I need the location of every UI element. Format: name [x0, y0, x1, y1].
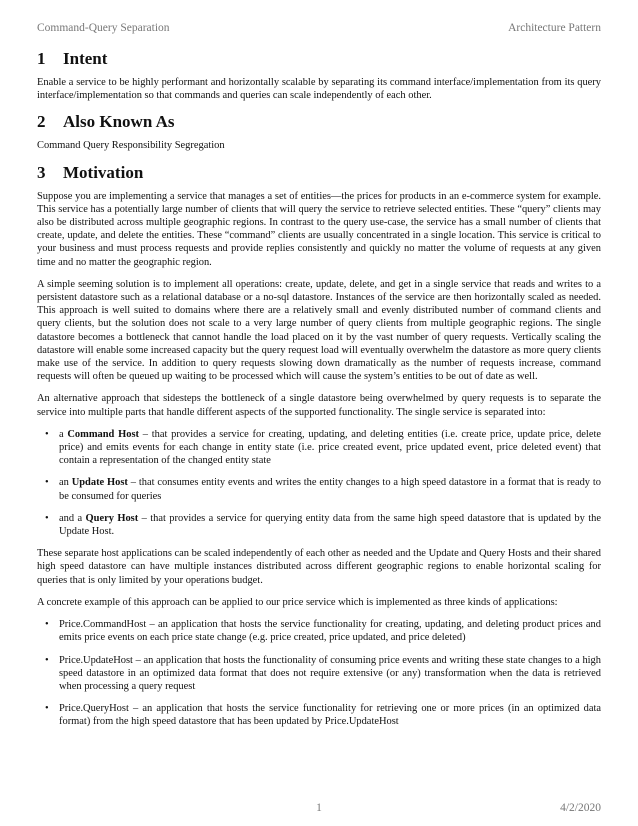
bullet-icon: • [45, 477, 49, 489]
list-item-price-queryhost [45, 702, 601, 728]
section-title: Motivation [63, 162, 144, 182]
footer-date: 4/2/2020 [560, 802, 601, 814]
list-item-text: – that provides a service for creating, updating, and deleting entities (i.e. create price, update price, delete price) and emits events for each change in entity state (i.e. price created event, price updated event, price deleted event) that contain a representation of the changed entity state [59, 428, 601, 467]
term-command-host: Command Host [67, 428, 139, 440]
intent-paragraph: Enable a service to be highly performant and horizontally scalable by separating its command interface/implementation from its query interface/implementation so that commands and queries can scale independently of each other. [37, 77, 601, 102]
motivation-paragraph-4: These separate host applications can be scaled independently of each other as needed and the Update and Query Hosts and their shared high speed datastore can have multiple instances distributed across different geographic regions to enable horizontal scaling for queries that is only limited by your operations budget. [37, 548, 601, 586]
bullet-icon: • [45, 703, 49, 715]
host-list [37, 428, 601, 538]
section-heading-motivation [37, 162, 601, 184]
bullet-icon: • [45, 619, 49, 631]
section-heading-also-known-as [37, 111, 601, 133]
page-number: 1 [316, 802, 322, 814]
list-item-text: Price.QueryHost – an application that hosts the service functionality for retrieving one or more prices (in an optimized data format) from the high speed datastore that has been updated by Price.UpdateHost [59, 703, 601, 728]
motivation-paragraph-3: An alternative approach that sidesteps the bottleneck of a single datastore being overwhelmed by query requests is to separate the service into multiple parts that handle different aspects of the supported functionality. The single service is separated into: [37, 393, 601, 418]
running-footer [37, 802, 601, 816]
motivation-paragraph-2: A simple seeming solution is to implement all operations: create, update, delete, and get in a single service that reads and writes to a persistent datastore such as a relational database or a no-sql datastore. Instances of the service are then horizontally scaled as needed. This approach is well suited to domains where there are a relatively small and evenly distributed number of command clients and query clients, but the solution does not scale to a very large number of query clients from multiple geographic regions. The single datastore becomes a bottleneck that cannot handle the load placed on it by the vast number of query requests. Vertically scaling the datastore will enable some increased capacity but the query request load will eventually overwhelm the datastore as more query clients make use of the service. In addition to query requests slowing down dramatically as the number of requests increase, command requests will often be queued up waiting to be processed which will cause the system’s entities to be out of date as well. [37, 278, 601, 383]
section-heading-intent [37, 48, 601, 70]
section-number: 2 [37, 112, 46, 132]
document-body [37, 48, 601, 738]
list-item-command-host [45, 428, 601, 468]
list-item-query-host [45, 512, 601, 538]
section-number: 3 [37, 162, 46, 182]
motivation-paragraph-5: A concrete example of this approach can be applied to our price service which is implemented as three kinds of applications: [37, 596, 558, 608]
bullet-icon: • [45, 428, 49, 440]
bullet-icon: • [45, 512, 49, 524]
motivation-paragraph-1: Suppose you are implementing a service that manages a set of entities—the prices for products in an e-commerce system for example. This service has a potentially large number of clients that will query the service to retrieve selected entities. These “query” clients may also be distributed across multiple geographic regions. In contrast to the query use-case, the service has a small number of clients that create, update, and delete the entities. These “command” clients are usually concentrated in a single location. This service is critical to your business and must process requests and provide replies consistently and quickly no matter the volume of requests at any given time and no matter the geographic region. [37, 190, 601, 268]
term-query-host: Query Host [85, 512, 139, 524]
running-header [37, 22, 601, 38]
list-item-prefix: an [59, 477, 72, 489]
list-item-prefix: a [59, 428, 68, 440]
price-app-list [37, 618, 601, 728]
list-item-text: – that provides a service for querying entity data from the same high speed datastore that is updated by the Update Host. [59, 512, 601, 538]
list-item-price-updatehost [45, 654, 601, 694]
list-item-price-commandhost [45, 618, 601, 644]
header-doc-title: Command-Query Separation [37, 22, 170, 34]
also-known-as-paragraph: Command Query Responsibility Segregation [37, 140, 225, 152]
list-item-text: – that consumes entity events and writes the entity changes to a high speed datastore in a format that is ready to be consumed for queries [59, 477, 601, 502]
list-item-text: Price.UpdateHost – an application that hosts the functionality of consuming price events and writing these state changes to a high speed datastore in an optimized data format that does not require extensive (or any) transformation when the data is retrieved when processing a query request [59, 654, 601, 692]
section-title: Also Known As [63, 112, 175, 132]
list-item-text: Price.CommandHost – an application that hosts the service functionality for creating, updating, and deleting product prices and emits price events on each price state change (e.g. price created, price updated, and price deleted) [59, 619, 601, 644]
list-item-update-host [45, 476, 601, 502]
section-number: 1 [37, 49, 46, 68]
bullet-icon: • [45, 654, 49, 666]
list-item-prefix: and a [59, 512, 86, 524]
header-doc-category: Architecture Pattern [508, 22, 601, 34]
section-title: Intent [63, 49, 108, 68]
term-update-host: Update Host [71, 477, 128, 489]
